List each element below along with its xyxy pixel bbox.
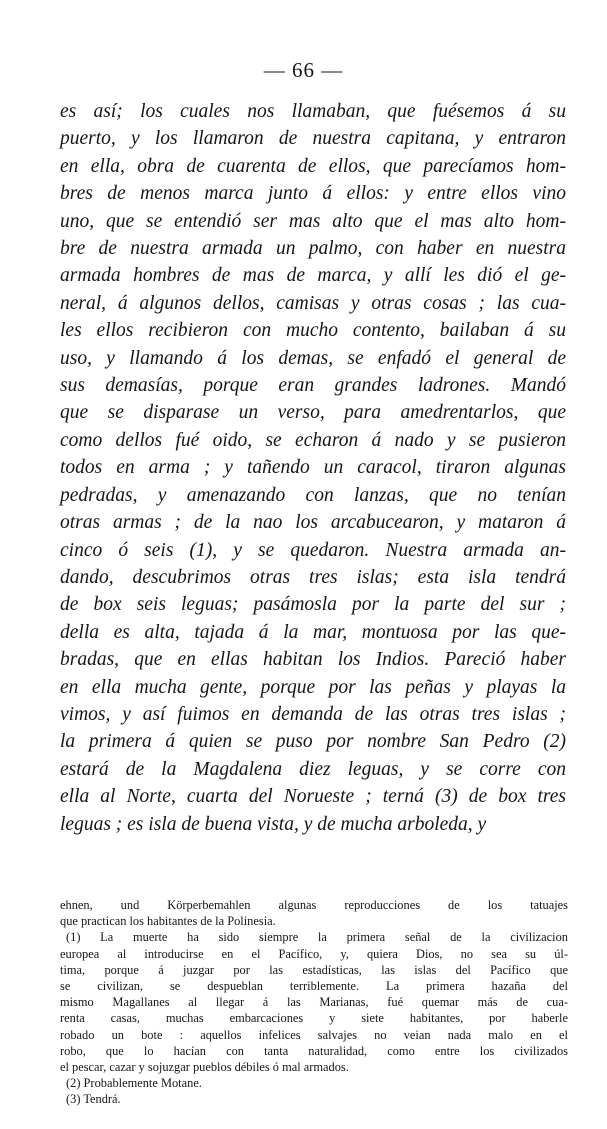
body-text xyxy=(60,98,566,838)
footnote-line: renta casas, muchas embarcaciones y siete habitantes, por haberle xyxy=(60,1011,568,1026)
body-line: ella al Norte, cuarta del Norueste ; terná (3) de box tres xyxy=(60,786,566,808)
body-line: uno, que se entendió ser mas alto que el mas alto hom- xyxy=(60,210,566,232)
body-line: armada hombres de mas de marca, y allí les dió el ge- xyxy=(60,265,566,287)
footnote-line: se civilizan, se despueblan terriblemente. La primera hazaña del xyxy=(60,979,568,994)
body-line: uso, y llamando á los demas, se enfadó el general de xyxy=(60,347,566,369)
footnote-line: ehnen, und Körperbemahlen algunas reproducciones de los tatuajes xyxy=(60,898,568,912)
footnote-line: mismo Magallanes al llegar á las Marianas, fué quemar más de cua- xyxy=(60,995,568,1010)
body-line: sus demasías, porque eran grandes ladrones. Mandó xyxy=(60,375,566,397)
body-line: es así; los cuales nos llamaban, que fuésemos á su xyxy=(60,101,566,122)
footnote-line: (1) La muerte ha sido siempre la primera señal de la civilizacion xyxy=(66,930,568,945)
footnote-line: robo, que lo hacían con tanta naturalidad, como entre los civilizados xyxy=(60,1043,568,1058)
body-line: cinco ó seis (1), y se quedaron. Nuestra armada an- xyxy=(60,539,566,561)
body-line: que se disparase un verso, para amedrentarlos, que xyxy=(60,402,566,424)
footnote-line: el pescar, cazar y sojuzgar pueblos débiles ó mal armados. xyxy=(60,1060,349,1075)
body-line: bres de menos marca junto á ellos: y entre ellos vino xyxy=(60,183,566,205)
body-line: neral, á algunos dellos, camisas y otras cosas ; las cua- xyxy=(60,292,566,314)
body-line: della es alta, tajada á la mar, montuosa por las que- xyxy=(60,621,566,643)
body-line: leguas ; es isla de buena vista, y de mucha arboleda, y xyxy=(60,813,487,835)
body-line: dando, descubrimos otras tres islas; esta isla tendrá xyxy=(60,566,566,588)
footnote-line: tima, porque á juzgar por las estadísticas, las islas del Pacífico que xyxy=(60,962,568,977)
body-line: en ella, obra de cuarenta de ellos, que parecíamos hom- xyxy=(60,155,566,177)
body-line: la primera á quien se puso por nombre San Pedro (2) xyxy=(60,731,566,753)
footnote-line: europea al introducirse en el Pacífico, y, quiera Dios, no sea su úl- xyxy=(60,946,568,961)
body-line: estará de la Magdalena diez leguas, y se corre con xyxy=(60,758,566,780)
footnote-line: robado un bote : aquellos infelices salvajes no veian nada malo en el xyxy=(60,1027,568,1042)
body-line: bre de nuestra armada un palmo, con haber en nuestra xyxy=(60,238,566,260)
body-line: puerto, y los llamaron de nuestra capitana, y entraron xyxy=(60,128,566,150)
body-line: bradas, que en ellas habitan los Indios. Pareció haber xyxy=(60,649,566,671)
footnote-line: (2) Probablemente Motane. xyxy=(66,1076,202,1091)
body-line: otras armas ; de la nao los arcabucearon, y mataron á xyxy=(60,512,566,534)
body-line: vimos, y así fuimos en demanda de las otras tres islas ; xyxy=(60,703,566,725)
footnote-line: que practican los habitantes de la Polinesia. xyxy=(60,914,276,929)
footnote-line: (3) Tendrá. xyxy=(66,1092,121,1107)
body-line: como dellos fué oido, se echaron á nado y se pusieron xyxy=(60,429,566,451)
body-line: pedradas, y amenazando con lanzas, que no tenían xyxy=(60,484,566,506)
body-line: en ella mucha gente, porque por las peñas y playas la xyxy=(60,676,566,698)
footnotes xyxy=(60,897,568,1108)
body-line: todos en arma ; y tañendo un caracol, tiraron algunas xyxy=(60,457,566,479)
body-line: les ellos recibieron con mucho contento, bailaban á su xyxy=(60,320,566,342)
body-line: de box seis leguas; pasámosla por la parte del sur ; xyxy=(60,594,566,616)
page-number: — 66 — xyxy=(263,58,344,82)
